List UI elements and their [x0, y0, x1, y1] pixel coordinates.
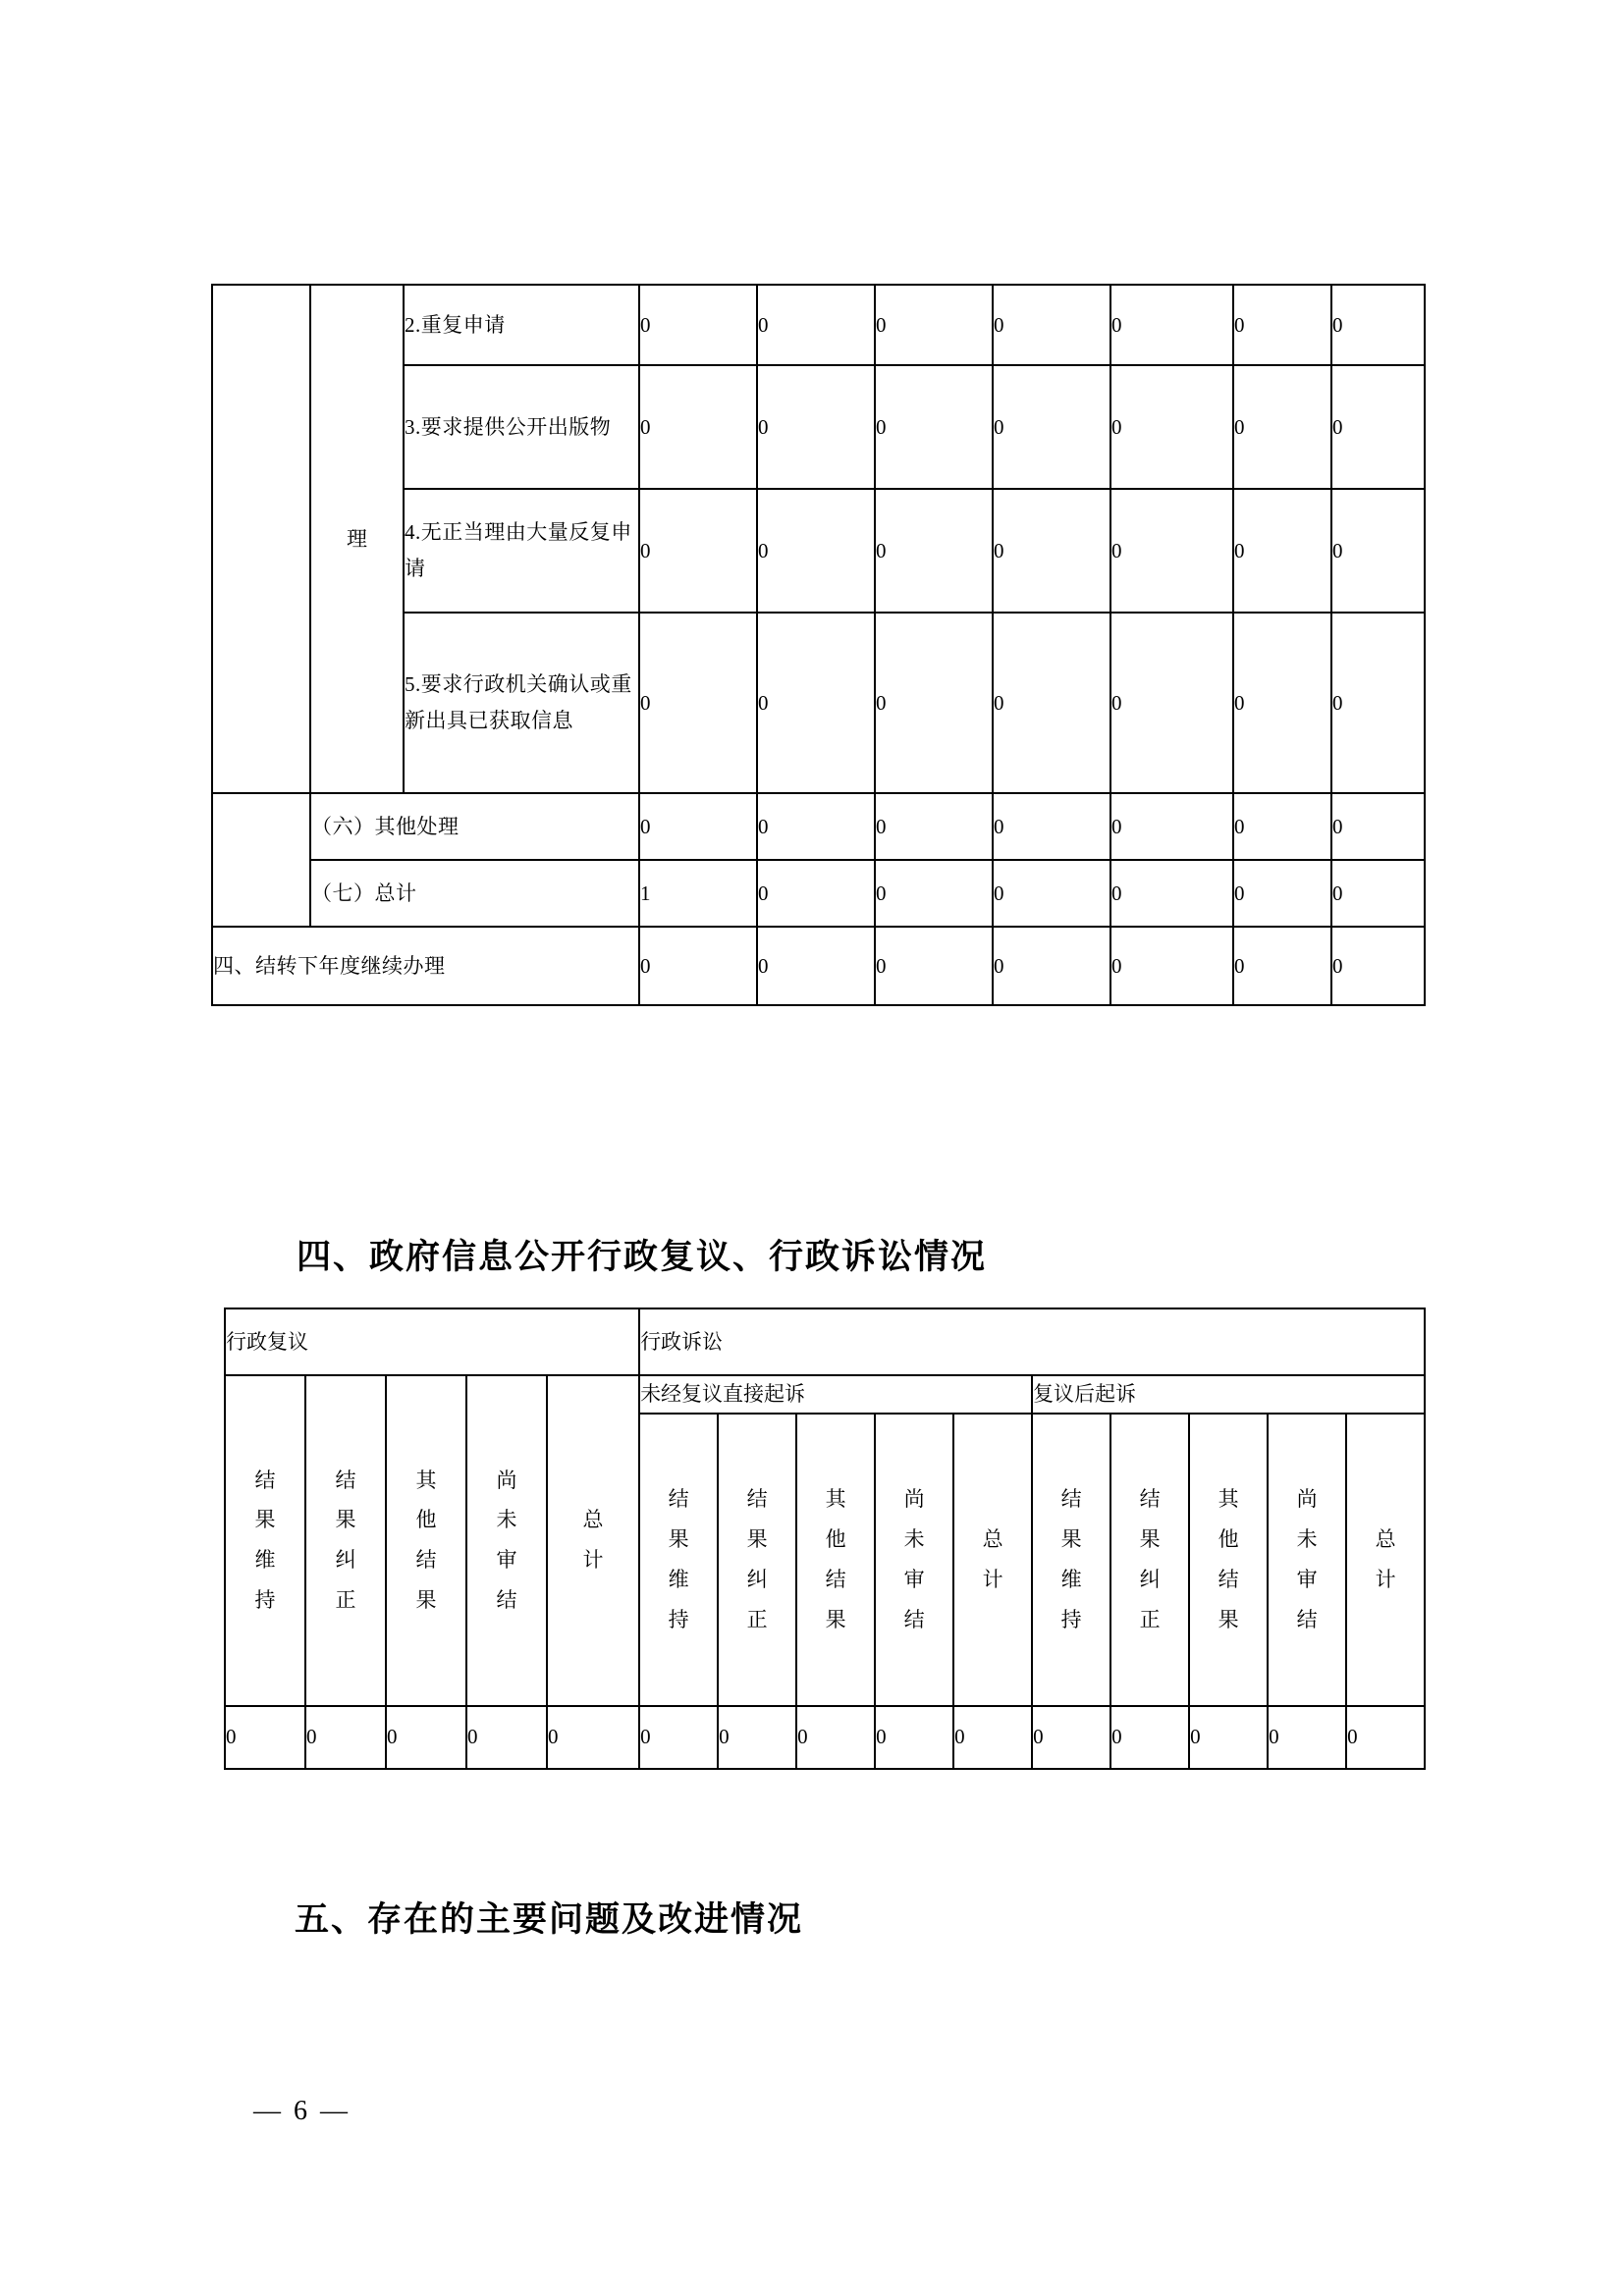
cell-value: 0	[639, 613, 757, 793]
table-row	[212, 793, 1425, 860]
spine-cell-outer	[212, 793, 310, 927]
cell-value: 0	[1346, 1706, 1425, 1769]
cell-value: 0	[1331, 489, 1425, 613]
col-header-direct-pending	[875, 1414, 953, 1706]
cell-value: 0	[1331, 365, 1425, 489]
cell-value: 0	[875, 365, 993, 489]
spine-label-text: 理	[347, 526, 367, 551]
cell-value: 0	[1032, 1706, 1110, 1769]
row-label: （六）其他处理	[310, 793, 639, 860]
cell-value: 1	[639, 860, 757, 927]
cell-value: 0	[639, 489, 757, 613]
cell-value: 0	[1233, 489, 1331, 613]
cell-value: 0	[875, 489, 993, 613]
group-header-post-review-suit: 复议后起诉	[1032, 1375, 1425, 1414]
group-header-litigation: 行政诉讼	[639, 1308, 1425, 1375]
cell-value: 0	[1331, 927, 1425, 1005]
cell-value: 0	[639, 365, 757, 489]
col-header-post-upheld	[1032, 1414, 1110, 1706]
col-header-post-pending	[1268, 1414, 1346, 1706]
col-header-review-total	[547, 1375, 639, 1706]
cell-value: 0	[1110, 1706, 1189, 1769]
group-header-review: 行政复议	[225, 1308, 639, 1375]
cell-value: 0	[1233, 927, 1331, 1005]
cell-value: 0	[993, 365, 1110, 489]
cell-value: 0	[875, 285, 993, 365]
cell-value: 0	[875, 793, 993, 860]
cell-value: 0	[1331, 860, 1425, 927]
spine-cell-label	[310, 285, 404, 793]
col-header-text: 尚 未 审 结	[496, 1468, 517, 1613]
table-row	[212, 285, 1425, 365]
col-header-post-other	[1189, 1414, 1268, 1706]
col-header-text: 结 果 纠 正	[335, 1468, 356, 1613]
section-four-heading: 四、政府信息公开行政复议、行政诉讼情况	[297, 1238, 988, 1276]
table-subgroup-header-row	[225, 1375, 1425, 1414]
row-label: 2.重复申请	[404, 285, 639, 365]
row-label: 4.无正当理由大量反复申请	[404, 489, 639, 613]
cell-value: 0	[1189, 1706, 1268, 1769]
cell-value: 0	[875, 613, 993, 793]
review-litigation-table	[224, 1308, 1426, 1770]
page-number: — 6 —	[253, 2096, 351, 2126]
cell-value: 0	[305, 1706, 386, 1769]
cell-value: 0	[639, 793, 757, 860]
col-header-text: 结 果 维 持	[254, 1468, 276, 1613]
cell-value: 0	[1110, 793, 1233, 860]
row-label: 5.要求行政机关确认或重新出具已获取信息	[404, 613, 639, 793]
cell-value: 0	[1110, 927, 1233, 1005]
cell-value: 0	[1110, 489, 1233, 613]
table-row-carryover	[212, 927, 1425, 1005]
cell-value: 0	[1233, 860, 1331, 927]
col-header-text: 结 果 维 持	[1060, 1486, 1082, 1631]
col-header-text: 尚 未 审 结	[1296, 1486, 1318, 1631]
col-header-direct-other	[796, 1414, 875, 1706]
col-header-text: 总 计	[982, 1526, 1003, 1591]
col-header-direct-corrected	[718, 1414, 796, 1706]
cell-value: 0	[718, 1706, 796, 1769]
cell-value: 0	[757, 927, 875, 1005]
cell-value: 0	[639, 1706, 718, 1769]
request-handling-table	[211, 284, 1426, 1006]
cell-value: 0	[225, 1706, 305, 1769]
cell-value: 0	[1233, 793, 1331, 860]
col-header-post-total	[1346, 1414, 1425, 1706]
cell-value: 0	[993, 285, 1110, 365]
section-five-heading: 五、存在的主要问题及改进情况	[295, 1900, 804, 1939]
col-header-review-upheld	[225, 1375, 305, 1706]
cell-value: 0	[1268, 1706, 1346, 1769]
col-header-text: 总 计	[582, 1508, 604, 1573]
cell-value: 0	[875, 927, 993, 1005]
cell-value: 0	[1110, 613, 1233, 793]
cell-value: 0	[1110, 365, 1233, 489]
cell-value: 0	[875, 860, 993, 927]
col-header-review-other	[386, 1375, 466, 1706]
cell-value: 0	[1110, 285, 1233, 365]
cell-value: 0	[1110, 860, 1233, 927]
cell-value: 0	[1233, 285, 1331, 365]
cell-value: 0	[757, 793, 875, 860]
cell-value: 0	[993, 489, 1110, 613]
col-header-text: 尚 未 审 结	[903, 1486, 925, 1631]
col-header-review-pending	[466, 1375, 547, 1706]
col-header-text: 其 他 结 果	[825, 1486, 846, 1631]
col-header-post-corrected	[1110, 1414, 1189, 1706]
cell-value: 0	[639, 927, 757, 1005]
row-label: （七）总计	[310, 860, 639, 927]
col-header-text: 其 他 结 果	[415, 1468, 437, 1613]
col-header-review-corrected	[305, 1375, 386, 1706]
cell-value: 0	[993, 860, 1110, 927]
cell-value: 0	[757, 285, 875, 365]
cell-value: 0	[953, 1706, 1032, 1769]
group-header-direct-suit: 未经复议直接起诉	[639, 1375, 1032, 1414]
col-header-text: 结 果 纠 正	[746, 1486, 768, 1631]
col-header-direct-total	[953, 1414, 1032, 1706]
cell-value: 0	[993, 793, 1110, 860]
cell-value: 0	[1331, 285, 1425, 365]
cell-value: 0	[1233, 613, 1331, 793]
cell-value: 0	[757, 365, 875, 489]
col-header-text: 总 计	[1375, 1526, 1396, 1591]
cell-value: 0	[796, 1706, 875, 1769]
table-data-row	[225, 1706, 1425, 1769]
cell-value: 0	[757, 613, 875, 793]
cell-value: 0	[547, 1706, 639, 1769]
table-group-header-row	[225, 1308, 1425, 1375]
col-header-text: 其 他 结 果	[1218, 1486, 1239, 1631]
table-row	[212, 860, 1425, 927]
cell-value: 0	[993, 613, 1110, 793]
cell-value: 0	[757, 860, 875, 927]
cell-value: 0	[466, 1706, 547, 1769]
cell-value: 0	[1233, 365, 1331, 489]
cell-value: 0	[1331, 613, 1425, 793]
col-header-text: 结 果 维 持	[668, 1486, 689, 1631]
cell-value: 0	[757, 489, 875, 613]
cell-value: 0	[1331, 793, 1425, 860]
cell-value: 0	[386, 1706, 466, 1769]
cell-value: 0	[875, 1706, 953, 1769]
row-label: 3.要求提供公开出版物	[404, 365, 639, 489]
col-header-text: 结 果 纠 正	[1139, 1486, 1161, 1631]
col-header-direct-upheld	[639, 1414, 718, 1706]
cell-value: 0	[993, 927, 1110, 1005]
cell-value: 0	[639, 285, 757, 365]
spine-cell-outer	[212, 285, 310, 793]
row-label: 四、结转下年度继续办理	[212, 927, 639, 1005]
